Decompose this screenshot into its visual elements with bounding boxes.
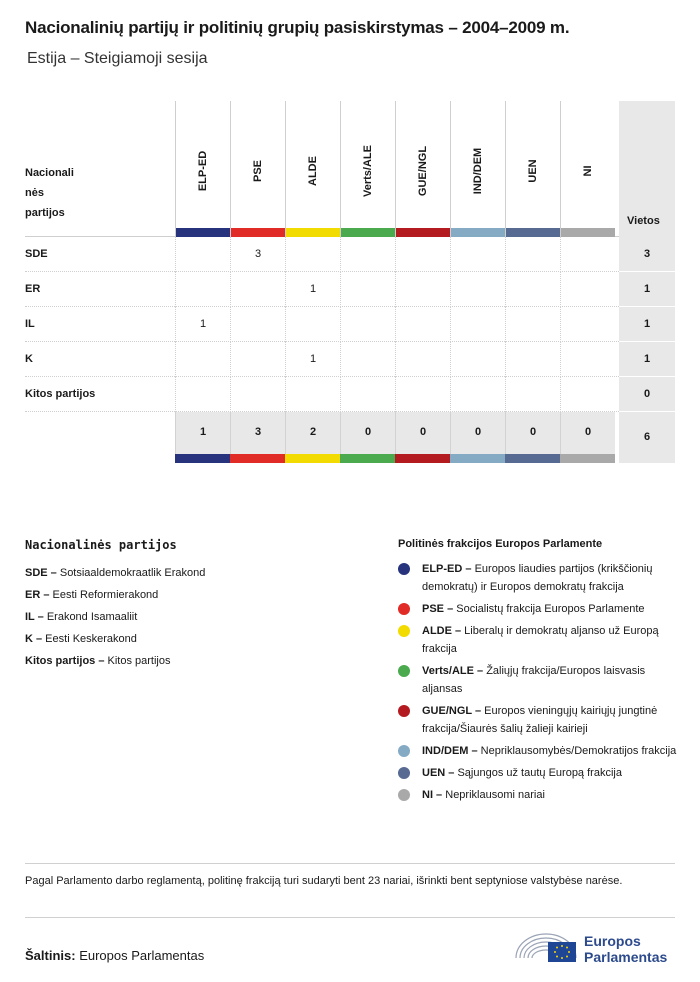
seat-cell: 1 (175, 307, 230, 342)
group-label: GUE/NGL (417, 145, 429, 197)
color-dot-icon (398, 625, 410, 637)
seat-cell (450, 307, 505, 342)
group-full-name: Socialistų frakcija Europos Parlamente (453, 603, 645, 615)
row-seats: 1 (619, 342, 675, 377)
group-label: IND/DEM (472, 147, 484, 195)
party-abbr: SDE – (25, 567, 57, 579)
group-total: 0 (505, 412, 560, 454)
party-full-name: Eesti Reformierakond (49, 589, 159, 601)
group-column-header (175, 101, 230, 237)
group-abbr: Verts/ALE – (422, 665, 484, 677)
color-dot-icon (398, 705, 410, 717)
group-total: 1 (175, 412, 230, 454)
party-name: Kitos partijos (25, 388, 96, 400)
seat-cell (230, 342, 285, 377)
color-dot-icon (398, 745, 410, 757)
party-legend-item (25, 628, 365, 650)
color-dot-icon (398, 767, 410, 779)
group-total: 0 (560, 412, 615, 454)
seat-cell (505, 237, 560, 272)
group-abbr: UEN – (422, 767, 455, 779)
seat-cell (560, 377, 615, 412)
table-row (25, 237, 675, 272)
group-legend-heading: Politinės frakcijos Europos Parlamente (398, 538, 603, 550)
group-color-bar (230, 454, 285, 463)
group-color-bar (396, 228, 450, 237)
party-full-name: Sotsiaaldemokraatlik Erakond (56, 567, 206, 579)
party-abbr: ER – (25, 589, 50, 601)
group-abbr: NI – (422, 789, 443, 801)
row-seats: 1 (619, 272, 675, 307)
seats-header: Vietos (619, 101, 675, 237)
party-name: K (25, 353, 33, 365)
seat-cell (395, 342, 450, 377)
group-legend-item (398, 600, 680, 618)
seat-cell (560, 342, 615, 377)
group-legend-item (398, 764, 680, 782)
group-total: 2 (285, 412, 340, 454)
footnote: Pagal Parlamento darbo reglamentą, politinę frakciją turi sudaryti bent 23 nariai, išrinkti bent septyniose valstybėse narėse. (25, 875, 623, 887)
seat-cell: 1 (285, 272, 340, 307)
group-color-bar (450, 454, 505, 463)
seat-cell (505, 307, 560, 342)
party-name: ER (25, 283, 41, 295)
seat-cell (340, 237, 395, 272)
group-color-bar (176, 228, 230, 237)
source-label: Šaltinis: (25, 948, 76, 963)
group-label: PSE (252, 159, 264, 183)
party-abbr: IL – (25, 611, 44, 623)
group-full-name: Europos vieningųjų kairiųjų jungtinė frakcija/Šiaurės šalių žalieji kairieji (422, 705, 658, 735)
group-color-bar (451, 228, 505, 237)
page-subtitle: Estija – Steigiamoji sesija (27, 50, 208, 67)
group-abbr: ALDE – (422, 625, 462, 637)
seat-cell (175, 272, 230, 307)
seat-cell (285, 237, 340, 272)
party-legend-item (25, 606, 365, 628)
party-abbr: Kitos partijos – (25, 655, 105, 667)
seat-cell (450, 237, 505, 272)
party-name: IL (25, 318, 35, 330)
row-header: Nacionali nės partijos (25, 167, 74, 219)
totals-row (25, 412, 675, 463)
group-full-name: Sąjungos už tautų Europą frakcija (454, 767, 622, 779)
color-dot-icon (398, 789, 410, 801)
seat-cell (395, 237, 450, 272)
color-dot-icon (398, 665, 410, 677)
group-legend-item (398, 742, 680, 760)
group-color-bar (506, 228, 560, 237)
group-full-name: Nepriklausomybės/Demokratijos frakcija (477, 745, 677, 757)
group-legend-item (398, 662, 680, 698)
group-column-header (230, 101, 285, 237)
seat-cell (505, 272, 560, 307)
row-seats: 0 (619, 377, 675, 412)
party-abbr: K – (25, 633, 43, 645)
group-column-header (340, 101, 395, 237)
seat-cell (285, 307, 340, 342)
group-color-bar (560, 454, 615, 463)
party-full-name: Eesti Keskerakond (42, 633, 137, 645)
total-seats: 6 (619, 412, 675, 463)
group-full-name: Žaliųjų frakcija/Europos laisvasis aljansas (422, 665, 646, 695)
group-color-bar (175, 454, 230, 463)
party-legend-item (25, 584, 365, 606)
seat-cell (230, 272, 285, 307)
seat-cell (175, 342, 230, 377)
group-legend-item (398, 560, 680, 596)
seat-cell (285, 377, 340, 412)
divider (25, 863, 675, 864)
party-legend-heading: Nacionalinės partijos (25, 538, 177, 552)
seat-cell (505, 377, 560, 412)
table-row (25, 272, 675, 307)
group-abbr: PSE – (422, 603, 454, 615)
group-legend (398, 538, 680, 808)
divider (25, 917, 675, 918)
group-column-header (450, 101, 505, 237)
seat-cell (505, 342, 560, 377)
group-abbr: ELP-ED – (422, 563, 472, 575)
group-column-header (395, 101, 450, 237)
group-color-bar (286, 228, 340, 237)
seat-cell (230, 377, 285, 412)
group-total: 3 (230, 412, 285, 454)
party-legend-item (25, 562, 365, 584)
party-full-name: Kitos partijos (104, 655, 171, 667)
seat-cell (175, 377, 230, 412)
seat-cell (175, 237, 230, 272)
table-header (25, 101, 675, 237)
page-title: Nacionalinių partijų ir politinių grupių pasiskirstymas – 2004–2009 m. (25, 18, 570, 37)
group-column-header (560, 101, 615, 237)
group-legend-item (398, 622, 680, 658)
group-color-bar (285, 454, 340, 463)
group-abbr: GUE/NGL – (422, 705, 482, 717)
seat-cell (340, 272, 395, 307)
group-legend-item (398, 702, 680, 738)
seat-cell (395, 272, 450, 307)
seat-cell (450, 377, 505, 412)
logo-text: Europos Parlamentas (584, 933, 668, 965)
group-total: 0 (395, 412, 450, 454)
group-column-header (505, 101, 560, 237)
group-label: UEN (527, 159, 539, 183)
group-total: 0 (450, 412, 505, 454)
seat-cell (450, 342, 505, 377)
group-legend-item (398, 786, 680, 804)
party-full-name: Erakond Isamaaliit (43, 611, 138, 623)
group-full-name: Nepriklausomi nariai (442, 789, 545, 801)
party-legend (25, 538, 365, 672)
seat-cell (560, 272, 615, 307)
group-abbr: IND/DEM – (422, 745, 478, 757)
seat-cell (340, 307, 395, 342)
seat-table (25, 101, 675, 463)
table-row (25, 307, 675, 342)
seat-cell (395, 307, 450, 342)
seat-cell (230, 307, 285, 342)
table-row (25, 377, 675, 412)
group-color-bar (505, 454, 560, 463)
source-value: Europos Parlamentas (75, 948, 205, 963)
color-dot-icon (398, 603, 410, 615)
group-color-bar (561, 228, 615, 237)
color-dot-icon (398, 563, 410, 575)
party-legend-item (25, 650, 365, 672)
seat-cell (560, 307, 615, 342)
seat-cell (340, 342, 395, 377)
group-full-name: Liberalų ir demokratų aljanso už Europą frakcija (422, 625, 659, 655)
group-color-bar (341, 228, 395, 237)
table-row (25, 342, 675, 377)
source-line (25, 948, 204, 963)
group-color-bar (231, 228, 285, 237)
seat-cell (340, 377, 395, 412)
seat-cell (395, 377, 450, 412)
group-label: ELP-ED (197, 150, 209, 192)
group-label: NI (582, 165, 594, 177)
seat-cell (450, 272, 505, 307)
group-full-name: Europos liaudies partijos (krikščionių demokratų) ir Europos demokratų frakcija (422, 563, 653, 593)
seat-cell: 3 (230, 237, 285, 272)
row-seats: 3 (619, 237, 675, 272)
seat-cell (560, 237, 615, 272)
group-label: ALDE (307, 156, 319, 186)
row-seats: 1 (619, 307, 675, 342)
party-name: SDE (25, 248, 48, 260)
group-total: 0 (340, 412, 395, 454)
group-column-header (285, 101, 340, 237)
seat-cell: 1 (285, 342, 340, 377)
group-color-bar (340, 454, 395, 463)
group-label: Verts/ALE (362, 145, 374, 197)
group-color-bar (395, 454, 450, 463)
